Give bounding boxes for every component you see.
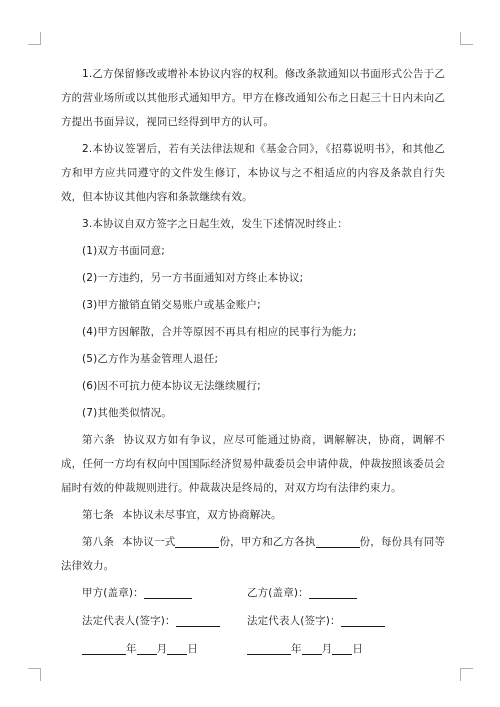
termination-item-2: (2)一方违约，另一方书面通知对方终止本协议; — [82, 272, 304, 284]
termination-item-3: (3)甲方撤销直销交易账户或基金账户; — [82, 299, 261, 311]
copies-total-blank[interactable] — [175, 534, 219, 548]
document-body — [61, 62, 445, 665]
party-a-date — [61, 637, 247, 661]
termination-item-5: (5)乙方作为基金管理人退任; — [82, 353, 219, 365]
paragraph-law-revision: 2.本协议签署后，若有关法律法规和《基金合同》，《招募说明书》，和其他乙方和甲方应共同遵守的文件发生修订，本协议与之不相适应的内容及条款自行失效，但本协议其他内容和条款继续有效。 — [61, 143, 445, 203]
termination-item-1: (1)双方书面同意; — [82, 245, 165, 257]
crop-mark-bottom-left — [28, 668, 41, 681]
party-b-year-blank[interactable] — [247, 641, 291, 655]
party-a-seal-blank[interactable] — [144, 585, 192, 599]
party-b-seal-blank[interactable] — [309, 585, 357, 599]
crop-mark-top-left — [28, 32, 41, 45]
article-6 — [61, 428, 445, 500]
article-8 — [61, 530, 445, 578]
party-a-month-blank[interactable] — [137, 641, 157, 655]
party-a-seal-label: 甲方(盖章)： — [82, 587, 144, 599]
party-b-rep-blank[interactable] — [341, 613, 385, 627]
party-a-seal — [61, 581, 247, 605]
party-b-seal-label: 乙方(盖章)： — [247, 587, 309, 599]
article-8-part2: 份，甲方和乙方各执 — [219, 536, 316, 548]
party-b-year-label: 年 — [291, 643, 302, 655]
party-a-year-label: 年 — [126, 643, 137, 655]
party-b-day-blank[interactable] — [332, 641, 352, 655]
party-b-date — [247, 637, 433, 661]
article-8-part3: 份，每份具有同等法律效力。 — [61, 536, 446, 572]
termination-item-4: (4)甲方因解散，合并等原因不再具有相应的民事行为能力; — [82, 326, 357, 338]
party-a-day-blank[interactable] — [167, 641, 187, 655]
party-a-day-label: 日 — [187, 643, 198, 655]
paragraph-effective-termination: 3.本协议自双方签字之日起生效，发生下述情况时终止： — [82, 218, 348, 230]
party-a-year-blank[interactable] — [82, 641, 126, 655]
article-8-part1: 本协议一式 — [122, 536, 176, 548]
article-8-label: 第八条 — [82, 536, 115, 548]
article-7-text: 本协议未尽事宜，双方协商解决。 — [121, 509, 282, 521]
article-6-text: 协议双方如有争议，应尽可能通过协商，调解解决，协商，调解不成，任何一方均有权向中国国际经济贸易仲裁委员会申请仲裁，仲裁按照该委员会届时有效的仲裁规则进行。仲裁裁决是终局的，对双方均有法律约束力。 — [61, 434, 445, 494]
seal-row — [61, 581, 445, 605]
party-a-representative — [61, 609, 247, 633]
crop-mark-top-right — [460, 32, 473, 45]
article-7-label: 第七条 — [82, 509, 114, 521]
party-b-day-label: 日 — [352, 643, 363, 655]
party-b-seal — [247, 581, 433, 605]
termination-item-6: (6)因不可抗力使本协议无法继续履行; — [82, 380, 261, 392]
paragraph-modify-rights: 1.乙方保留修改或增补本协议内容的权利。修改条款通知以书面形式公告于乙方的营业场所或以其他形式通知甲方。甲方在修改通知公布之日起三十日内未向乙方提出书面异议，视同已经得到甲方的认可。 — [61, 68, 445, 128]
party-b-rep-label: 法定代表人(签字)： — [247, 615, 341, 627]
party-a-rep-blank[interactable] — [176, 613, 220, 627]
party-a-rep-label: 法定代表人(签字)： — [82, 615, 176, 627]
article-6-label: 第六条 — [82, 434, 116, 446]
article-7 — [61, 503, 445, 527]
date-row — [61, 637, 445, 661]
representative-row — [61, 609, 445, 633]
party-b-month-label: 月 — [321, 643, 333, 655]
party-b-representative — [247, 609, 433, 633]
party-a-month-label: 月 — [156, 643, 168, 655]
termination-item-7: (7)其他类似情况。 — [82, 407, 172, 419]
crop-mark-bottom-right — [460, 668, 473, 681]
copies-each-blank[interactable] — [316, 534, 360, 548]
party-b-month-blank[interactable] — [302, 641, 322, 655]
